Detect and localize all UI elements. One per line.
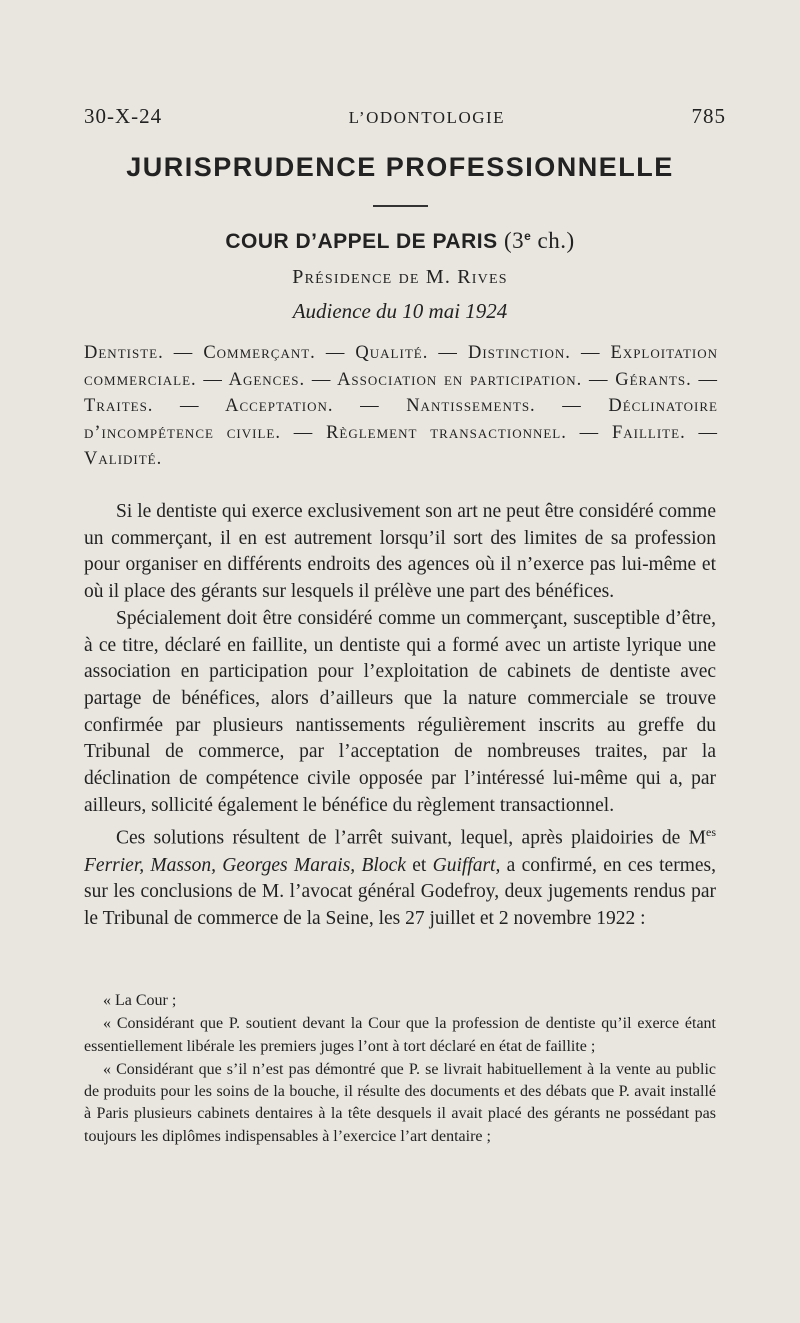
title-rule (373, 205, 428, 207)
p3-rest: a confirmé, en ces termes, sur les conclusions de M. l’avocat général Godefroy, deux jugements rendus par le Tribunal de commerce de la Seine, les 27 juillet et 2 novembre 1922 : (84, 854, 716, 930)
p3-names: Ferrier, Masson, Georges Marais, Block (84, 854, 406, 876)
court-chamber-open: (3 (503, 228, 525, 253)
issue-date: 30-X-24 (84, 104, 163, 128)
summary-text (84, 499, 716, 933)
court-chamber-sup: e (524, 229, 532, 243)
p3-intro: Ces solutions résultent de l’arrêt suivant, lequel, après plaidoiries de M (116, 827, 706, 849)
summary-paragraph-3 (84, 819, 716, 932)
keywords-block: Dentiste. — Commerçant. — Qualité. — Distinction. — Exploitation commerciale. — Agences. — Association en participation. — Gérants. — Traites. — Acceptation. — Nantissements. — Déclinatoire d’incompétence civile. — Règlement transactionnel. — Faillite. — Validité. (84, 343, 718, 469)
court-chamber-rest: ch.) (531, 228, 575, 253)
summary-paragraph-1: Si le dentiste qui exerce exclusivement son art ne peut être considéré comme un commerçant, il en est autrement lorsqu’il sort des limites de sa profession pour organiser en différents endroits des agences où il n’exerce pas lui-même et où il place des gérants sur lesquels il prélève une part des bénéfices. (84, 501, 716, 603)
running-head (84, 104, 726, 129)
court-heading (0, 228, 800, 254)
decision-quote (84, 990, 716, 1149)
p3-et: et (405, 854, 433, 876)
audience-date: Audience du 10 mai 1924 (292, 299, 508, 323)
quote-paragraph-2: « Considérant que P. soutient devant la Cour que la profession de dentiste qu’il exerce étant essentiellement libérale les premiers juges l’ont à tort déclaré en état de faillite ; (84, 1015, 716, 1055)
section-title: JURISPRUDENCE PROFESSIONNELLE (126, 152, 674, 182)
journal-title: L’ODONTOLOGIE (348, 108, 506, 127)
quote-paragraph-3: « Considérant que s’il n’est pas démontré que P. se livrait habituellement à la vente au public de produits pour les soins de la bouche, il résulte des documents et des débats que P. avait installé à Paris plusieurs cabinets dentaires à la tête desquels il avait placé des gérants ne possédant pas toujours les diplômes indispensables à l’exercice l’art dentaire ; (84, 1060, 716, 1145)
quote-line-1: « La Cour ; (103, 992, 177, 1009)
p3-sup: es (706, 825, 716, 840)
presidency: Présidence de M. Rives (292, 266, 508, 288)
court-name: COUR D’APPEL DE PARIS (225, 230, 498, 253)
page-number: 785 (691, 104, 726, 128)
p3-guiffart: Guiffart, (432, 854, 501, 876)
summary-paragraph-2: Spécialement doit être considéré comme un commerçant, susceptible d’être, à ce titre, déclaré en faillite, un dentiste qui a formé avec un artiste lyrique une association en participation pour l’exploitation de cabinets de dentiste avec partage de bénéfices, alors d’ailleurs que la nature commerciale se trouve confirmée par plusieurs nantissements régulièrement inscrits au greffe du Tribunal de commerce, par l’acceptation de nombreuses traites, par la déclination de compétence civile opposée par l’intéressé lui-même qui a, par ailleurs, sollicité également le bénéfice du règlement transactionnel. (84, 607, 716, 816)
